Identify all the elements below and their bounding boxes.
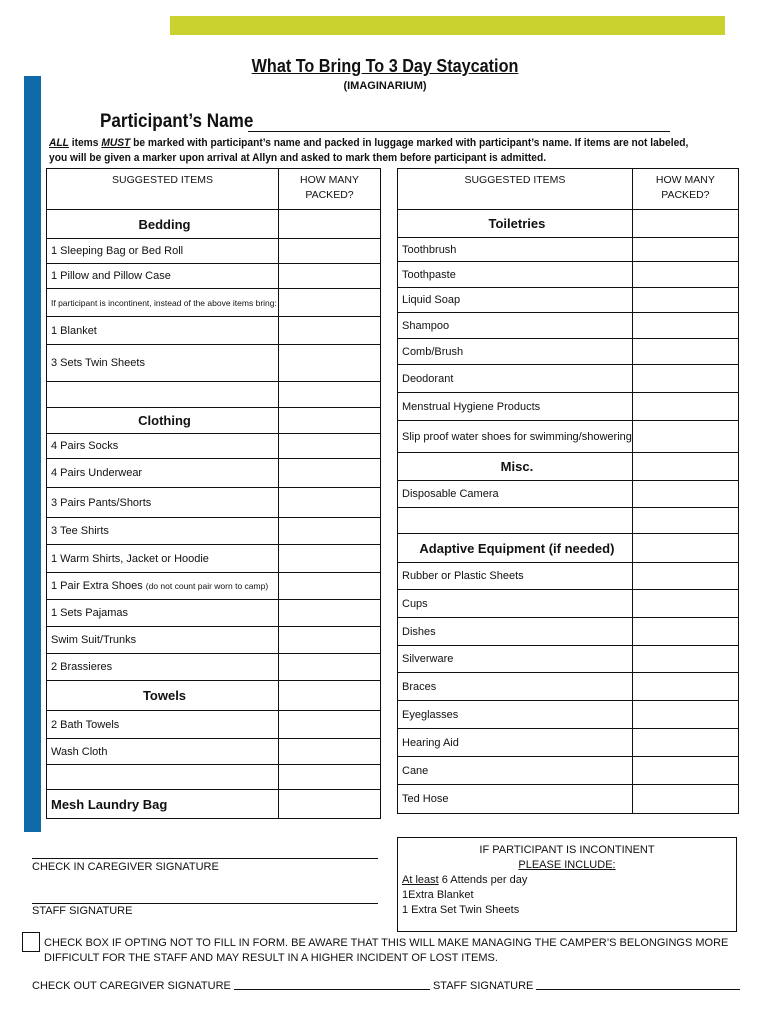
incontinent-note: If participant is incontinent, instead of the above items bring: (47, 289, 279, 317)
item-extra-shoes: 1 Pair Extra Shoes (do not count pair worn to camp) (47, 573, 279, 600)
qty-cell[interactable] (279, 382, 381, 408)
qty-cell[interactable] (632, 262, 738, 288)
checkin-signature-field[interactable] (32, 858, 378, 859)
item-dishes: Dishes (398, 618, 633, 646)
page-subtitle: (IMAGINARIUM) (343, 80, 427, 92)
staff-signature-label: STAFF SIGNATURE (32, 905, 133, 917)
qty-cell[interactable] (279, 408, 381, 434)
qty-cell[interactable] (279, 317, 381, 345)
item-cups: Cups (398, 590, 633, 618)
qty-cell[interactable] (632, 481, 738, 508)
opt-out-text: CHECK BOX IF OPTING NOT TO FILL IN FORM. BE AWARE THAT THIS WILL MAKE MANAGING THE CAMPER’S BELONGINGS MORE DIFFICULT FOR THE STAFF AND MAY RESULT IN A HIGHER INCIDENT OF LOST ITEMS. (44, 937, 729, 964)
section-clothing: Clothing (47, 408, 279, 434)
qty-cell[interactable] (632, 563, 738, 590)
checkin-signature-label: CHECK IN CAREGIVER SIGNATURE (32, 861, 219, 873)
qty-cell[interactable] (632, 757, 738, 785)
notice-line2: you will be given a marker upon arrival at Allyn and asked to mark them before participant is admitted. (49, 152, 547, 164)
qty-cell[interactable] (279, 739, 381, 765)
checkout-staff-label: STAFF SIGNATURE (432, 980, 534, 992)
participant-name-label: Participant’s Name (100, 111, 254, 132)
item-slip-proof-shoes: Slip proof water shoes for swimming/showering (398, 421, 633, 453)
qty-cell[interactable] (279, 289, 381, 317)
qty-cell[interactable] (279, 790, 381, 819)
item-twin-sheets: 3 Sets Twin Sheets (47, 345, 279, 382)
item-swim-suit: Swim Suit/Trunks (47, 627, 279, 654)
left-checklist-table (46, 168, 381, 819)
item-sleeping-bag: 1 Sleeping Bag or Bed Roll (47, 239, 279, 264)
item-comb-brush: Comb/Brush (398, 339, 633, 365)
checkout-staff-field[interactable] (536, 989, 740, 990)
incontinent-line-blanket: 1Extra Blanket (402, 889, 474, 901)
item-wash-cloth: Wash Cloth (47, 739, 279, 765)
qty-cell[interactable] (632, 288, 738, 313)
qty-cell[interactable] (632, 238, 738, 262)
qty-cell[interactable] (632, 646, 738, 673)
qty-cell[interactable] (632, 393, 738, 421)
right-checklist-table (397, 168, 739, 814)
qty-cell[interactable] (632, 673, 738, 701)
incontinent-info-box (397, 837, 737, 932)
item-disposable-camera: Disposable Camera (398, 481, 633, 508)
side-accent-bar (24, 76, 41, 832)
checkout-signature-field[interactable] (234, 989, 430, 990)
item-hearing-aid: Hearing Aid (398, 729, 633, 757)
qty-cell[interactable] (279, 434, 381, 459)
qty-cell[interactable] (279, 488, 381, 518)
qty-cell[interactable] (279, 627, 381, 654)
item-pants: 3 Pairs Pants/Shorts (47, 488, 279, 518)
qty-cell[interactable] (279, 654, 381, 681)
qty-cell[interactable] (632, 421, 738, 453)
item-bath-towels: 2 Bath Towels (47, 711, 279, 739)
qty-cell[interactable] (632, 729, 738, 757)
qty-cell[interactable] (279, 210, 381, 239)
section-towels: Towels (47, 681, 279, 711)
qty-cell[interactable] (632, 453, 738, 481)
top-accent-bar (170, 16, 725, 35)
item-silverware: Silverware (398, 646, 633, 673)
label-notice (49, 136, 691, 166)
checkout-signature-row (32, 980, 740, 992)
qty-cell[interactable] (632, 339, 738, 365)
checkout-signature-label: CHECK OUT CAREGIVER SIGNATURE (32, 980, 231, 992)
qty-cell[interactable] (632, 618, 738, 646)
item-blanket: 1 Blanket (47, 317, 279, 345)
qty-cell[interactable] (279, 573, 381, 600)
item-ted-hose: Ted Hose (398, 785, 633, 814)
item-brassieres: 2 Brassieres (47, 654, 279, 681)
page-title: What To Bring To 3 Day Staycation (251, 56, 519, 76)
item-menstrual-hygiene: Menstrual Hygiene Products (398, 393, 633, 421)
item-pajamas: 1 Sets Pajamas (47, 600, 279, 627)
incontinent-heading: IF PARTICIPANT IS INCONTINENT (479, 844, 655, 856)
blank-row (398, 508, 633, 534)
item-braces: Braces (398, 673, 633, 701)
incontinent-subheading: PLEASE INCLUDE: (518, 859, 616, 871)
item-cane: Cane (398, 757, 633, 785)
item-liquid-soap: Liquid Soap (398, 288, 633, 313)
incontinent-line-attends: At least 6 Attends per day (402, 874, 528, 886)
qty-cell[interactable] (632, 365, 738, 393)
shoes-note: (do not count pair worn to camp) (145, 581, 269, 591)
participant-name-field[interactable] (248, 131, 670, 132)
qty-cell[interactable] (279, 681, 381, 711)
section-bedding: Bedding (47, 210, 279, 239)
notice-must: MUST (101, 137, 131, 149)
qty-cell[interactable] (632, 508, 738, 534)
qty-cell[interactable] (279, 765, 381, 790)
qty-cell[interactable] (632, 210, 738, 238)
qty-cell[interactable] (279, 518, 381, 545)
item-toothbrush: Toothbrush (398, 238, 633, 262)
blank-row (47, 765, 279, 790)
item-pillow: 1 Pillow and Pillow Case (47, 264, 279, 289)
notice-items: items (68, 137, 102, 149)
incontinent-line-sheets: 1 Extra Set Twin Sheets (402, 904, 520, 916)
item-tee-shirts: 3 Tee Shirts (47, 518, 279, 545)
item-underwear: 4 Pairs Underwear (47, 459, 279, 488)
item-shampoo: Shampoo (398, 313, 633, 339)
section-toiletries: Toiletries (398, 210, 633, 238)
item-eyeglasses: Eyeglasses (398, 701, 633, 729)
how-many-header: HOW MANY PACKED? (632, 169, 738, 210)
suggested-items-header: SUGGESTED ITEMS (398, 169, 633, 210)
item-laundry-bag: Mesh Laundry Bag (47, 790, 279, 819)
staff-signature-field[interactable] (32, 903, 378, 904)
item-socks: 4 Pairs Socks (47, 434, 279, 459)
section-misc: Misc. (398, 453, 633, 481)
qty-cell[interactable] (632, 590, 738, 618)
qty-cell[interactable] (279, 545, 381, 573)
item-toothpaste: Toothpaste (398, 262, 633, 288)
qty-cell[interactable] (279, 459, 381, 488)
item-warm-shirts: 1 Warm Shirts, Jacket or Hoodie (47, 545, 279, 573)
suggested-items-header: SUGGESTED ITEMS (47, 169, 279, 210)
opt-out-checkbox[interactable] (22, 932, 40, 952)
how-many-header: HOW MANY PACKED? (279, 169, 381, 210)
qty-cell[interactable] (632, 534, 738, 563)
qty-cell[interactable] (279, 711, 381, 739)
qty-cell[interactable] (279, 600, 381, 627)
qty-cell[interactable] (279, 264, 381, 289)
qty-cell[interactable] (632, 701, 738, 729)
notice-line1: be marked with participant’s name and packed in luggage marked with participant’s name. If items are not labeled, (130, 137, 689, 149)
blank-row (47, 382, 279, 408)
item-rubber-sheets: Rubber or Plastic Sheets (398, 563, 633, 590)
qty-cell[interactable] (632, 313, 738, 339)
notice-all: ALL (49, 137, 69, 149)
item-deodorant: Deodorant (398, 365, 633, 393)
qty-cell[interactable] (632, 785, 738, 814)
section-adaptive-equipment: Adaptive Equipment (if needed) (398, 534, 633, 563)
qty-cell[interactable] (279, 239, 381, 264)
qty-cell[interactable] (279, 345, 381, 382)
